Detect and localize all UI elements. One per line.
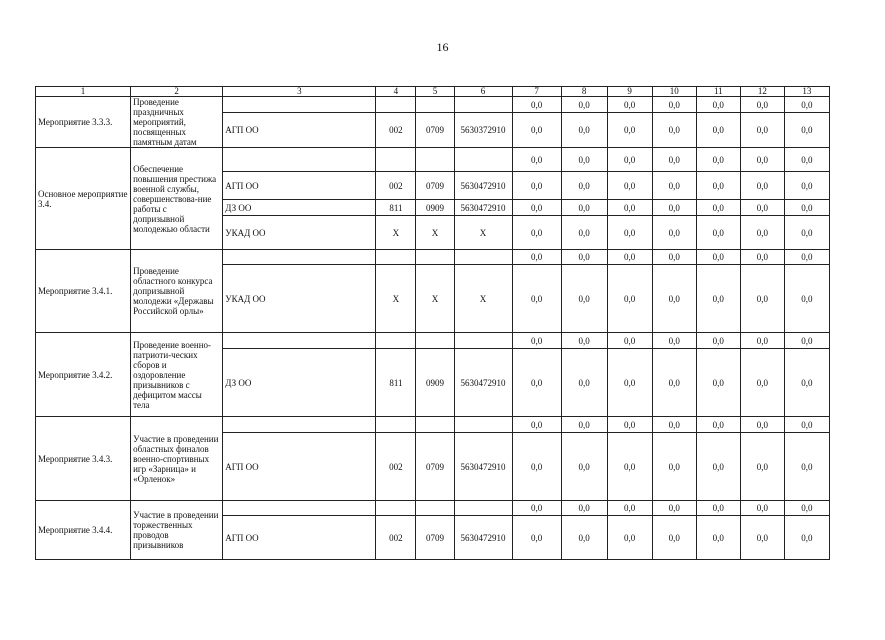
amount-cell: 0,0 (561, 113, 607, 148)
event-number-cell: Мероприятие 3.4.4. (36, 501, 131, 560)
amount-cell: 0,0 (784, 113, 829, 148)
amount-cell: 0,0 (740, 97, 784, 113)
target-article-cell: 5630472910 (454, 433, 512, 501)
grbs-code-cell: 811 (376, 349, 416, 417)
amount-cell: 0,0 (696, 333, 740, 349)
amount-cell: 0,0 (784, 265, 829, 333)
target-article-cell: Х (454, 216, 512, 250)
event-number-cell: Мероприятие 3.4.2. (36, 333, 131, 417)
amount-cell: 0,0 (512, 97, 561, 113)
amount-cell: 0,0 (607, 148, 652, 172)
grbs-code-cell: 002 (376, 516, 416, 560)
amount-cell: 0,0 (607, 250, 652, 265)
amount-cell: 0,0 (784, 516, 829, 560)
column-header: 4 (376, 87, 416, 97)
target-article-cell (454, 501, 512, 516)
target-article-cell (454, 417, 512, 433)
amount-cell: 0,0 (561, 216, 607, 250)
amount-cell: 0,0 (561, 250, 607, 265)
target-article-cell: 5630472910 (454, 516, 512, 560)
amount-cell: 0,0 (512, 148, 561, 172)
column-header: 5 (416, 87, 454, 97)
section-code-cell: Х (416, 216, 454, 250)
amount-cell: 0,0 (652, 97, 696, 113)
grbs-code-cell (376, 148, 416, 172)
page-number: 16 (436, 40, 449, 54)
executor-cell (223, 417, 376, 433)
amount-cell: 0,0 (561, 501, 607, 516)
amount-cell: 0,0 (740, 417, 784, 433)
amount-cell: 0,0 (696, 349, 740, 417)
grbs-code-cell (376, 501, 416, 516)
amount-cell: 0,0 (696, 97, 740, 113)
section-code-cell: 0709 (416, 516, 454, 560)
amount-cell: 0,0 (561, 172, 607, 200)
amount-cell: 0,0 (740, 516, 784, 560)
amount-cell: 0,0 (512, 417, 561, 433)
grbs-code-cell (376, 333, 416, 349)
amount-cell: 0,0 (561, 200, 607, 216)
amount-cell: 0,0 (512, 349, 561, 417)
amount-cell: 0,0 (561, 349, 607, 417)
target-article-cell: 5630472910 (454, 200, 512, 216)
event-description-cell: Проведение областного конкурса допризывной молодежи «Державы Российской орлы» (131, 250, 223, 333)
amount-cell: 0,0 (696, 250, 740, 265)
amount-cell: 0,0 (561, 417, 607, 433)
amount-cell: 0,0 (740, 501, 784, 516)
executor-cell: ДЗ ОО (223, 349, 376, 417)
section-code-cell: 0709 (416, 113, 454, 148)
grbs-code-cell: Х (376, 216, 416, 250)
amount-cell: 0,0 (561, 433, 607, 501)
executor-cell: АГП ОО (223, 113, 376, 148)
amount-cell: 0,0 (784, 148, 829, 172)
amount-cell: 0,0 (696, 516, 740, 560)
amount-cell: 0,0 (740, 265, 784, 333)
event-number-cell: Основное мероприятие 3.4. (36, 148, 131, 250)
executor-cell (223, 148, 376, 172)
executor-cell (223, 333, 376, 349)
grbs-code-cell: 811 (376, 200, 416, 216)
amount-cell: 0,0 (696, 200, 740, 216)
amount-cell: 0,0 (784, 97, 829, 113)
amount-cell: 0,0 (607, 216, 652, 250)
amount-cell: 0,0 (607, 501, 652, 516)
table-body (36, 97, 830, 560)
amount-cell: 0,0 (652, 113, 696, 148)
amount-cell: 0,0 (784, 216, 829, 250)
target-article-cell (454, 97, 512, 113)
target-article-cell (454, 333, 512, 349)
amount-cell: 0,0 (561, 97, 607, 113)
section-code-cell (416, 333, 454, 349)
amount-cell: 0,0 (696, 216, 740, 250)
section-code-cell: Х (416, 265, 454, 333)
target-article-cell: 5630372910 (454, 113, 512, 148)
table-row (36, 333, 830, 349)
amount-cell: 0,0 (652, 172, 696, 200)
section-code-cell: 0909 (416, 349, 454, 417)
grbs-code-cell (376, 250, 416, 265)
table-row (36, 417, 830, 433)
amount-cell: 0,0 (784, 501, 829, 516)
amount-cell: 0,0 (607, 349, 652, 417)
amount-cell: 0,0 (696, 417, 740, 433)
section-code-cell (416, 250, 454, 265)
amount-cell: 0,0 (696, 148, 740, 172)
section-code-cell (416, 97, 454, 113)
amount-cell: 0,0 (784, 250, 829, 265)
executor-cell: УКАД ОО (223, 265, 376, 333)
event-description-cell: Участие в проведении торжественных проводов призывников (131, 501, 223, 560)
executor-cell: АГП ОО (223, 433, 376, 501)
amount-cell: 0,0 (740, 113, 784, 148)
section-code-cell: 0709 (416, 433, 454, 501)
amount-cell: 0,0 (607, 113, 652, 148)
amount-cell: 0,0 (784, 172, 829, 200)
executor-cell: АГП ОО (223, 172, 376, 200)
amount-cell: 0,0 (607, 265, 652, 333)
event-description-cell: Проведение военно-патриоти-ческих сборов и оздоровление призывников с дефицитом массы тела (131, 333, 223, 417)
event-number-cell: Мероприятие 3.4.3. (36, 417, 131, 501)
executor-cell (223, 97, 376, 113)
section-code-cell (416, 148, 454, 172)
amount-cell: 0,0 (561, 516, 607, 560)
grbs-code-cell: 002 (376, 172, 416, 200)
amount-cell: 0,0 (740, 216, 784, 250)
amount-cell: 0,0 (740, 433, 784, 501)
amount-cell: 0,0 (652, 516, 696, 560)
amount-cell: 0,0 (652, 200, 696, 216)
table-row (36, 501, 830, 516)
section-code-cell: 0909 (416, 200, 454, 216)
amount-cell: 0,0 (740, 148, 784, 172)
table-row (36, 148, 830, 172)
amount-cell: 0,0 (652, 433, 696, 501)
section-code-cell: 0709 (416, 172, 454, 200)
amount-cell: 0,0 (740, 200, 784, 216)
grbs-code-cell (376, 417, 416, 433)
amount-cell: 0,0 (607, 333, 652, 349)
grbs-code-cell: 002 (376, 433, 416, 501)
amount-cell: 0,0 (784, 433, 829, 501)
amount-cell: 0,0 (512, 433, 561, 501)
amount-cell: 0,0 (512, 516, 561, 560)
amount-cell: 0,0 (607, 200, 652, 216)
amount-cell: 0,0 (561, 265, 607, 333)
target-article-cell: 5630472910 (454, 349, 512, 417)
column-header: 8 (561, 87, 607, 97)
executor-cell: АГП ОО (223, 516, 376, 560)
amount-cell: 0,0 (607, 97, 652, 113)
target-article-cell (454, 148, 512, 172)
event-description-cell: Участие в проведении областных финалов военно-спортивных игр «Зарница» и «Орленок» (131, 417, 223, 501)
column-header: 3 (223, 87, 376, 97)
grbs-code-cell: 002 (376, 113, 416, 148)
event-number-cell: Мероприятие 3.3.3. (36, 97, 131, 148)
table-row (36, 97, 830, 113)
executor-cell (223, 501, 376, 516)
amount-cell: 0,0 (784, 417, 829, 433)
amount-cell: 0,0 (607, 433, 652, 501)
amount-cell: 0,0 (512, 113, 561, 148)
event-number-cell: Мероприятие 3.4.1. (36, 250, 131, 333)
table-row (36, 250, 830, 265)
target-article-cell: 5630472910 (454, 172, 512, 200)
budget-table (35, 86, 830, 560)
executor-cell: УКАД ОО (223, 216, 376, 250)
amount-cell: 0,0 (652, 265, 696, 333)
amount-cell: 0,0 (607, 417, 652, 433)
amount-cell: 0,0 (512, 200, 561, 216)
amount-cell: 0,0 (652, 417, 696, 433)
amount-cell: 0,0 (512, 172, 561, 200)
column-header: 10 (652, 87, 696, 97)
amount-cell: 0,0 (607, 516, 652, 560)
amount-cell: 0,0 (696, 113, 740, 148)
section-code-cell (416, 501, 454, 516)
column-header: 13 (784, 87, 829, 97)
column-header: 9 (607, 87, 652, 97)
amount-cell: 0,0 (652, 216, 696, 250)
amount-cell: 0,0 (652, 250, 696, 265)
amount-cell: 0,0 (512, 265, 561, 333)
amount-cell: 0,0 (652, 349, 696, 417)
amount-cell: 0,0 (784, 349, 829, 417)
amount-cell: 0,0 (740, 333, 784, 349)
executor-cell: ДЗ ОО (223, 200, 376, 216)
column-header: 11 (696, 87, 740, 97)
event-description-cell: Обеспечение повышения престижа военной службы, совершенствова-ние работы с допризывной молодежью области (131, 148, 223, 250)
amount-cell: 0,0 (652, 333, 696, 349)
column-header: 7 (512, 87, 561, 97)
grbs-code-cell (376, 97, 416, 113)
amount-cell: 0,0 (607, 172, 652, 200)
amount-cell: 0,0 (740, 349, 784, 417)
amount-cell: 0,0 (784, 200, 829, 216)
column-header: 1 (36, 87, 131, 97)
amount-cell: 0,0 (561, 148, 607, 172)
amount-cell: 0,0 (512, 216, 561, 250)
amount-cell: 0,0 (740, 172, 784, 200)
executor-cell (223, 250, 376, 265)
column-header: 12 (740, 87, 784, 97)
amount-cell: 0,0 (512, 333, 561, 349)
amount-cell: 0,0 (784, 333, 829, 349)
target-article-cell (454, 250, 512, 265)
column-number-row (36, 87, 830, 97)
amount-cell: 0,0 (696, 433, 740, 501)
column-header: 6 (454, 87, 512, 97)
grbs-code-cell: Х (376, 265, 416, 333)
amount-cell: 0,0 (696, 265, 740, 333)
column-header: 2 (131, 87, 223, 97)
target-article-cell: Х (454, 265, 512, 333)
amount-cell: 0,0 (696, 501, 740, 516)
amount-cell: 0,0 (696, 172, 740, 200)
event-description-cell: Проведение праздничных мероприятий, посвященных памятным датам (131, 97, 223, 148)
amount-cell: 0,0 (652, 501, 696, 516)
amount-cell: 0,0 (561, 333, 607, 349)
amount-cell: 0,0 (512, 501, 561, 516)
amount-cell: 0,0 (652, 148, 696, 172)
amount-cell: 0,0 (740, 250, 784, 265)
section-code-cell (416, 417, 454, 433)
amount-cell: 0,0 (512, 250, 561, 265)
